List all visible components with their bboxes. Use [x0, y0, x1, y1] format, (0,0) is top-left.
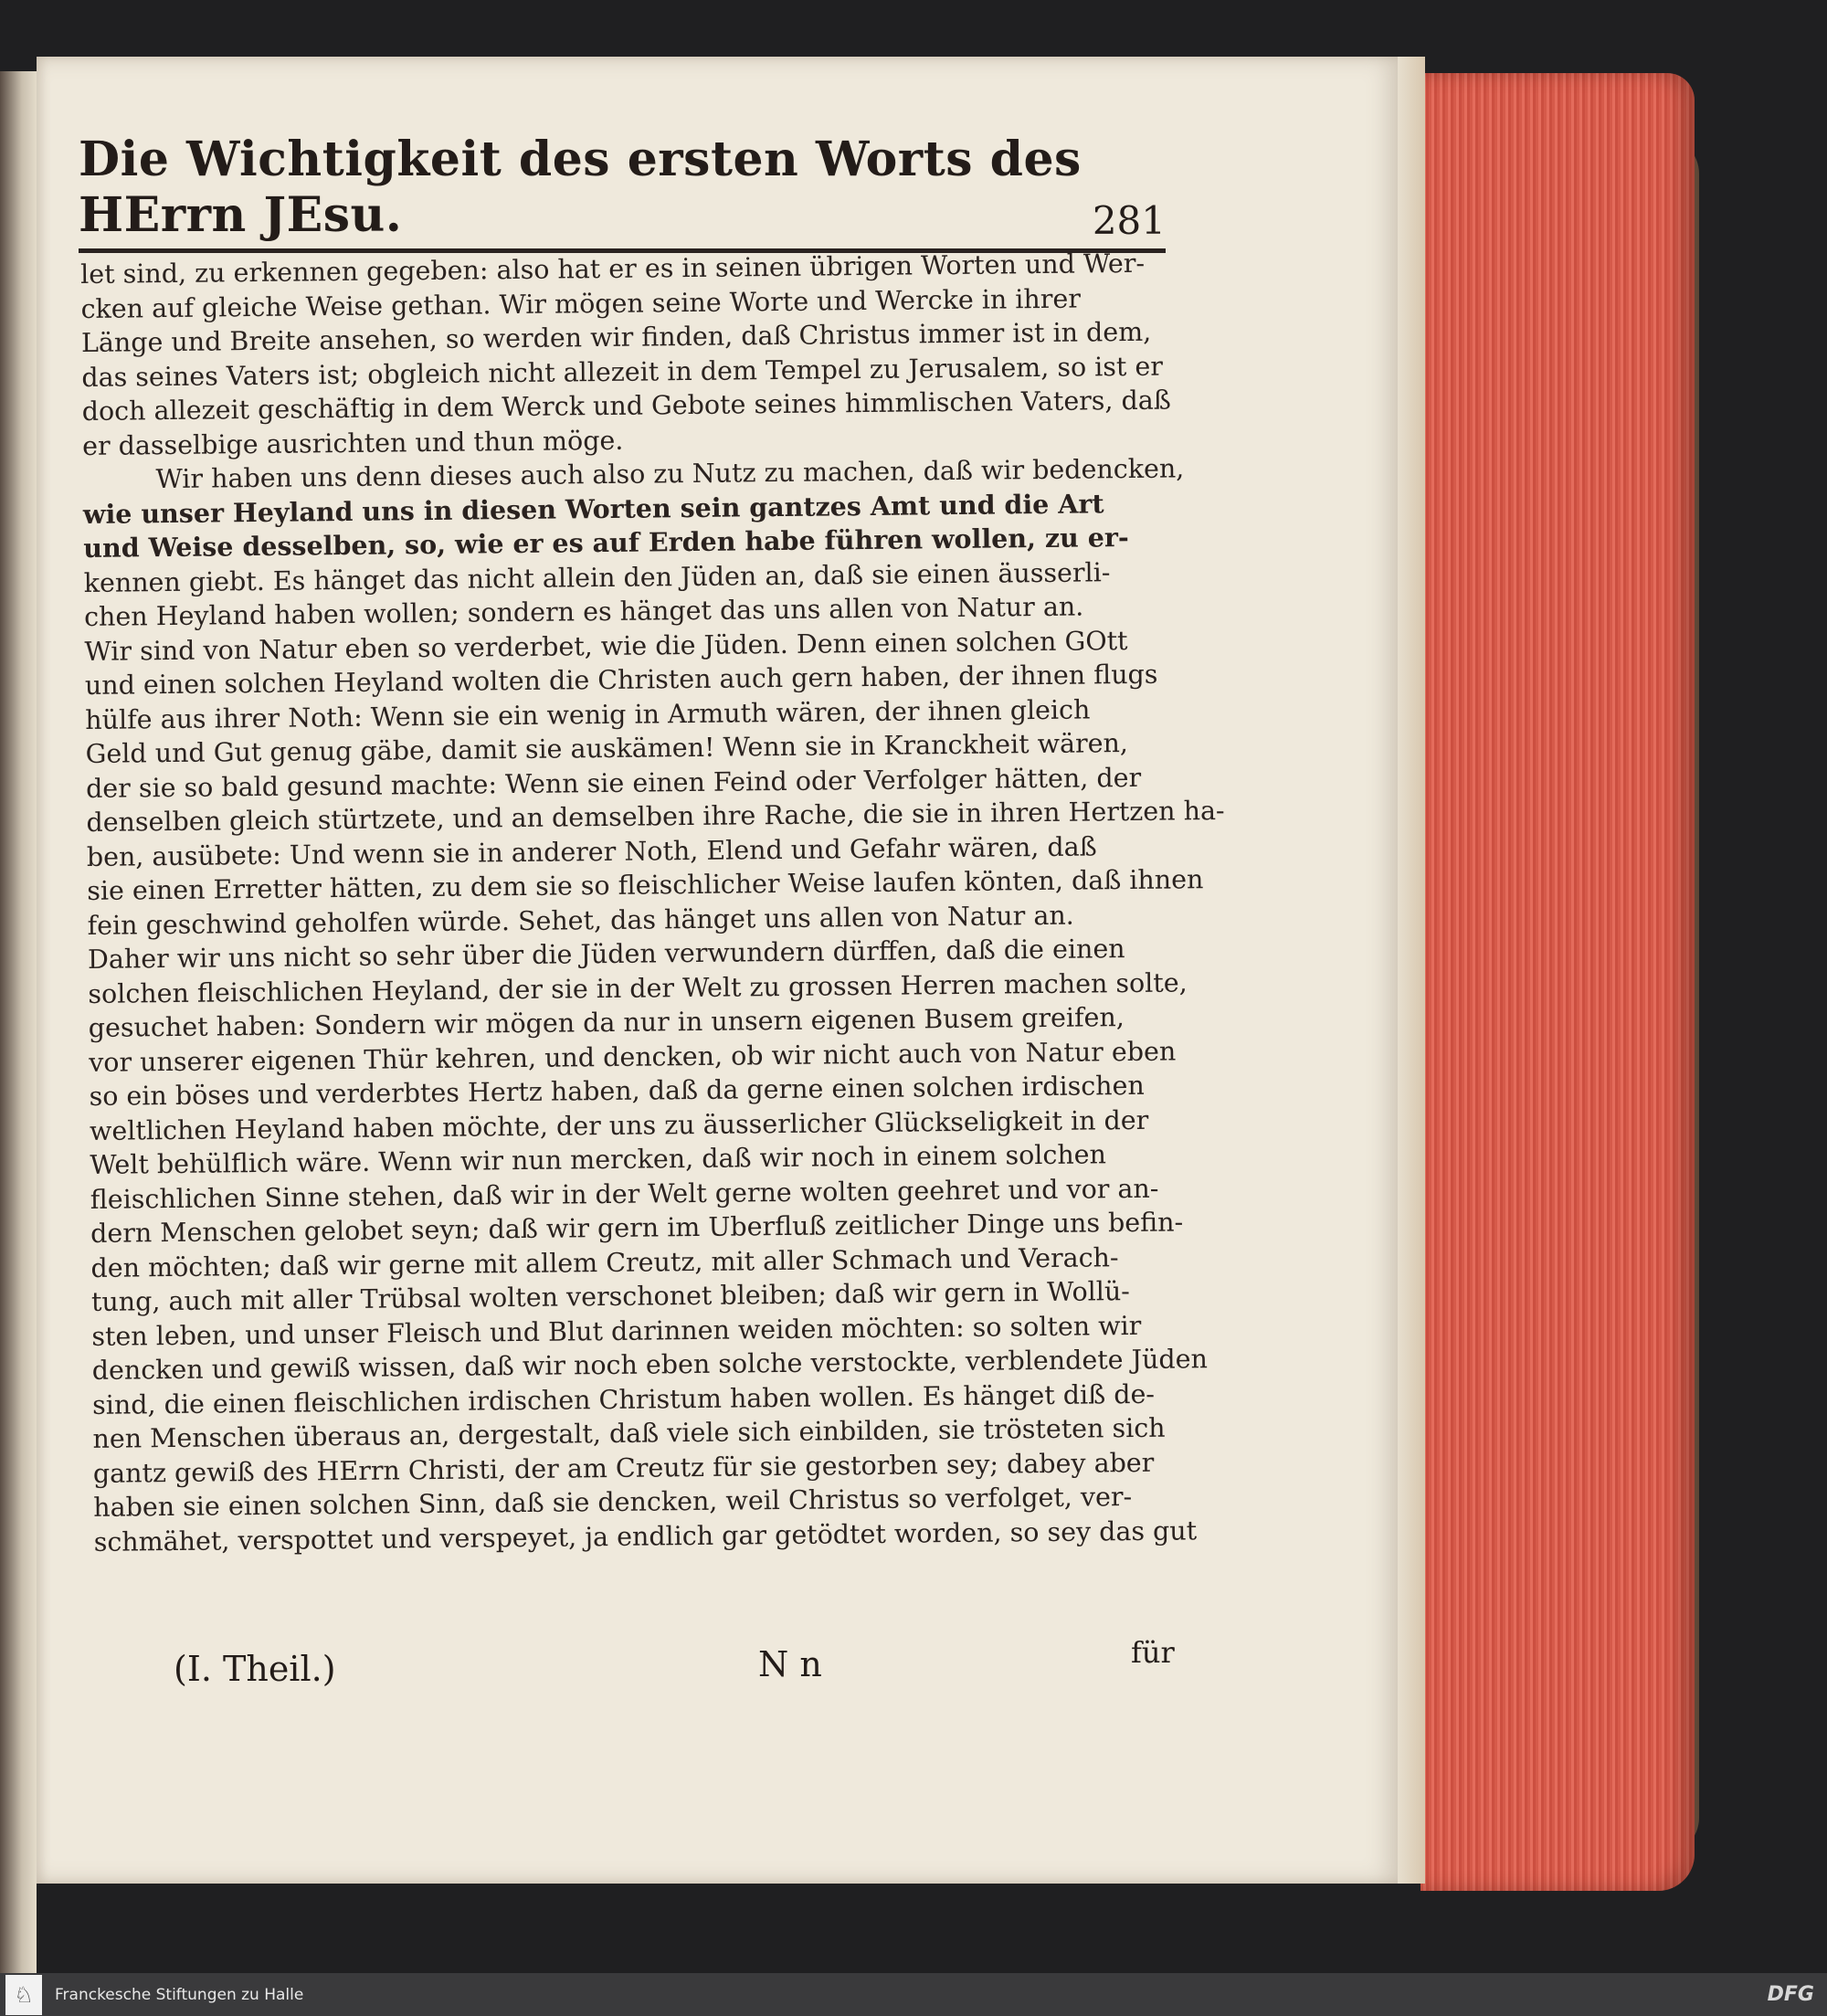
page-number: 281: [1092, 198, 1166, 243]
text-line: let sind, zu erkennen gegeben: also hat er es in seinen übrigen Worten und Wer-: [80, 248, 1146, 290]
previous-page-edge: [0, 71, 37, 1973]
text-line: haben sie einen solchen Sinn, daß sie dencken, weil Christus so verfolget, ver-: [93, 1482, 1133, 1523]
text-line: und Weise desselben, so, wie er es auf Erden habe führen wollen, zu er-: [83, 521, 1129, 564]
institution-logo-icon: ♘: [5, 1975, 42, 2015]
page-header: [79, 132, 1166, 253]
text-line: chen Heyland haben wollen; sondern es hänget das uns allen von Natur an.: [83, 591, 1084, 632]
text-line: cken auf gleiche Weise gethan. Wir mögen seine Worte und Wercke in ihrer: [80, 283, 1082, 324]
body-text: [80, 247, 1225, 1559]
dfg-logo: DFG: [1767, 1983, 1814, 2006]
viewer-bottom-bar: [0, 1973, 1827, 2016]
text-line: schmähet, verspottet und verspeyet, ja endlich gar getödtet worden, so sey das gut: [93, 1515, 1198, 1557]
text-line: der sie so bald gesund machte: Wenn sie einen Feind oder Verfolger hätten, der: [85, 762, 1142, 804]
text-line: Geld und Gut genug gäbe, damit sie auskämen! Wenn sie in Kranckheit wären,: [85, 728, 1129, 769]
text-line: solchen fleischlichen Heyland, der sie in der Welt zu grossen Herren machen solte,: [88, 966, 1188, 1009]
text-line: Wir sind von Natur eben so verderbet, wie die Jüden. Denn einen solchen GOtt: [84, 625, 1128, 667]
text-line: Daher wir uns nicht so sehr über die Jüden verwundern dürffen, daß die einen: [87, 934, 1125, 975]
gathering-mark: N n: [758, 1644, 822, 1684]
text-line: Wir haben uns denn dieses auch also zu Nutz zu machen, daß wir bedencken,: [155, 453, 1185, 495]
text-line: dencken und gewiß wissen, daß wir noch eben solche verstockte, verblendete Jüden: [91, 1344, 1209, 1386]
text-line: vor unserer eigenen Thür kehren, und dencken, ob wir nicht auch von Natur eben: [89, 1035, 1177, 1078]
page-fore-edge: [1398, 57, 1425, 1884]
text-line: sten leben, und unser Fleisch und Blut darinnen weiden möchten: so solten wir: [91, 1310, 1142, 1352]
text-line: hülfe aus ihrer Noth: Wenn sie ein wenig in Armuth wären, der ihnen gleich: [85, 693, 1091, 735]
institution-name: Franckesche Stiftungen zu Halle: [55, 1985, 304, 2004]
text-line: fein geschwind geholfen würde. Sehet, das hänget uns allen von Natur an.: [87, 900, 1074, 941]
text-line: dern Menschen gelobet seyn; daß wir gern im Uberfluß zeitlicher Dinge uns befin-: [90, 1207, 1184, 1249]
text-line: wie unser Heyland uns in diesen Worten sein gantzes Amt und die Art: [82, 487, 1104, 530]
text-line: ben, ausübete: Und wenn sie in anderer Noth, Elend und Gefahr wären, daß: [86, 830, 1097, 872]
text-line: das seines Vaters ist; obgleich nicht allezeit in dem Tempel zu Jerusalem, so ist er: [81, 351, 1164, 393]
text-line: gantz gewiß des HErrn Christi, der am Creutz für sie gestorben sey; dabey aber: [92, 1447, 1155, 1489]
text-line: und einen solchen Heyland wolten die Christen auch gern haben, der ihnen flugs: [84, 659, 1158, 701]
text-line: fleischlichen Sinne stehen, daß wir in der Welt gerne wolten geehret und vor an-: [90, 1173, 1159, 1215]
text-line: nen Menschen überaus an, dergestalt, daß viele sich einbilden, sie trösteten sich: [92, 1412, 1166, 1454]
text-line: sind, die einen fleischlichen irdischen Christum haben wollen. Es hänget diß de-: [91, 1378, 1156, 1420]
text-line: Welt behülflich wäre. Wenn wir nun mercken, daß wir noch in einem solchen: [90, 1139, 1107, 1180]
volume-signature: (I. Theil.): [174, 1649, 336, 1689]
text-line: doch allezeit geschäftig in dem Werck und Gebote seines himmlischen Vaters, daß: [81, 385, 1172, 427]
text-line: Länge und Breite ansehen, so werden wir finden, daß Christus immer ist in dem,: [80, 316, 1152, 358]
page-block-red-edge: [1420, 73, 1695, 1891]
text-line: denselben gleich stürtzete, und an demselben ihre Rache, die sie in ihren Hertzen ha-: [86, 795, 1225, 838]
text-line: den möchten; daß wir gerne mit allem Creutz, mit aller Schmach und Verach-: [90, 1241, 1119, 1283]
text-line: weltlichen Heyland haben möchte, der uns zu äusserlicher Glückseligkeit in der: [89, 1104, 1149, 1146]
catchword: für: [1131, 1635, 1175, 1670]
text-line: kennen giebt. Es hänget das nicht allein den Jüden an, daß sie einen äusserli-: [83, 556, 1111, 598]
text-line: tung, auch mit aller Trübsal wolten verschonet bleiben; daß wir gern in Wollü-: [90, 1276, 1131, 1317]
text-line: sie einen Erretter hätten, zu dem sie so fleischlicher Weise laufen könten, daß ihnen: [87, 864, 1204, 906]
text-line: er dasselbige ausrichten und thun möge.: [81, 425, 624, 461]
text-line: so ein böses und verderbtes Hertz haben, daß da gerne einen solchen irdischen: [89, 1070, 1145, 1112]
text-line: gesuchet haben: Sondern wir mögen da nur in unsern eigenen Busem greifen,: [88, 1002, 1125, 1043]
running-head: Die Wichtigkeit des ersten Worts des HErrn JEsu.: [79, 132, 1082, 243]
